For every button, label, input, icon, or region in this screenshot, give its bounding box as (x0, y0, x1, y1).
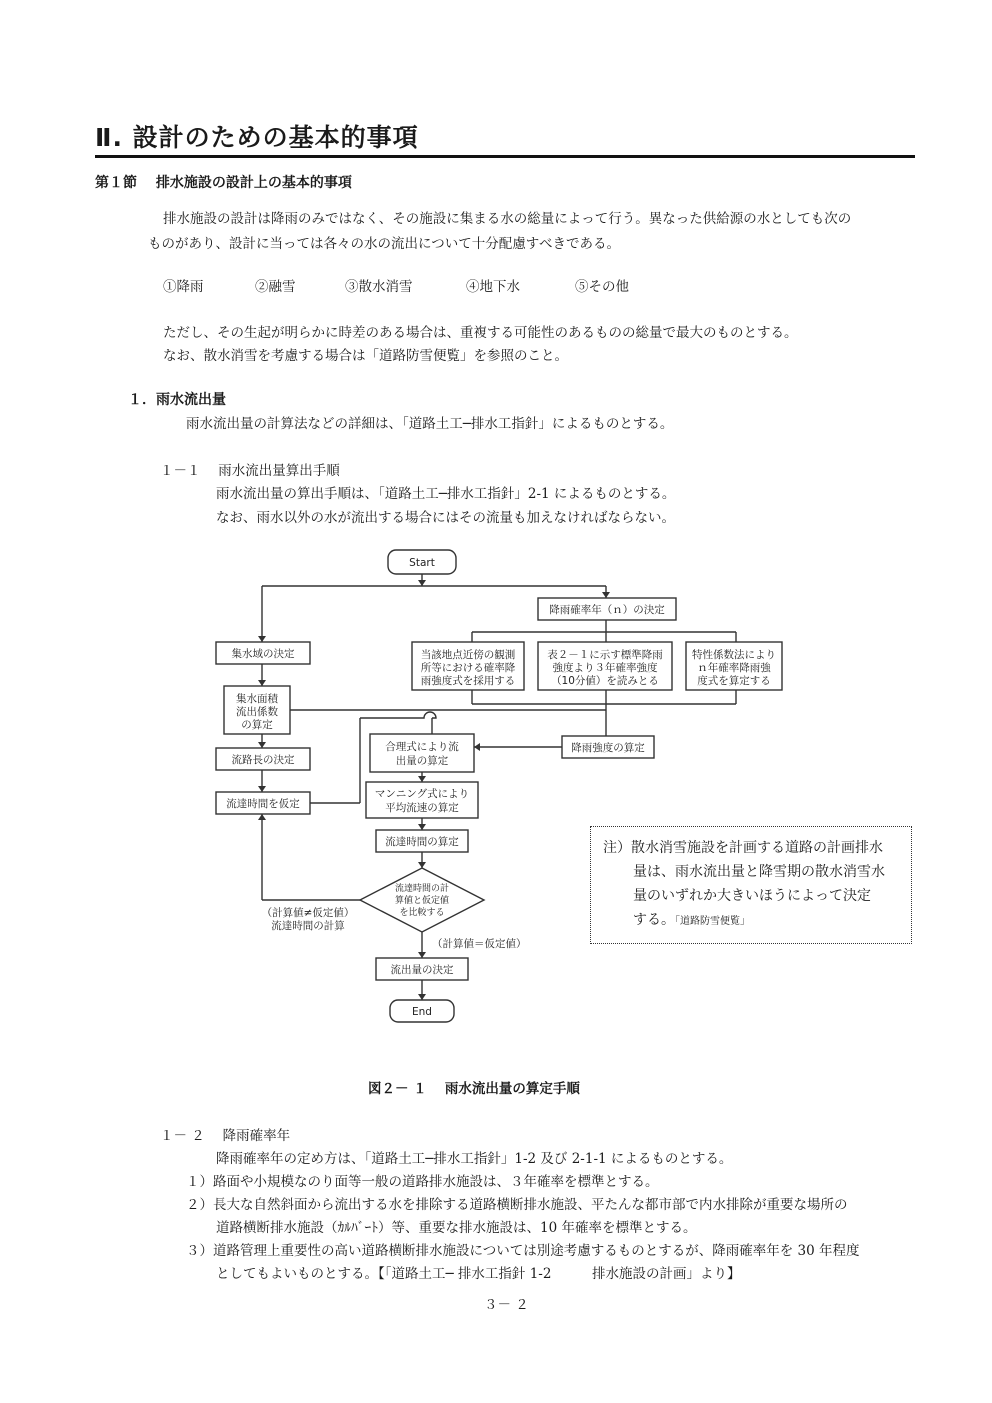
flow-compare-line: 算値と仮定値 (394, 896, 450, 906)
source-item: ③散水消雪 (345, 279, 413, 295)
subsection-text: 雨水流出量の計算法などの詳細は、「道路土工─排水工指針」によるものとする。 (186, 416, 674, 432)
remarks-line-2: なお、散水消雪を考慮する場合は「道路防雪便覧」を参照のこと。 (163, 348, 568, 364)
flow-area-line: の算定 (241, 719, 273, 731)
flow-option-b-line: 強度より３年確率強度 (552, 662, 658, 674)
list-item: １）路面や小規模なのり面等一般の道路排水施設は、３年確率を標準とする。 (186, 1174, 659, 1190)
flow-option-a-line: 当該地点近傍の観測 (420, 649, 516, 661)
page-title: Ⅱ. 設計のための基本的事項 (95, 123, 419, 152)
flow-option-c-line: ｎ年確率降雨強 (697, 662, 771, 674)
flow-catchment-label: 集水域の決定 (231, 648, 295, 660)
subsubsection-heading: １－１ 雨水流出量算出手順 (160, 463, 340, 479)
subsubsection-heading: １－ ２ 降雨確率年 (160, 1128, 291, 1144)
note-reference: 「道路防雪便覧」 (675, 916, 750, 927)
flow-option-b-line: 表２－１に示す標準降雨 (547, 649, 663, 661)
note-line: 量のいずれか大きいほうによって決定 (633, 888, 871, 904)
flow-intensity-label: 降雨強度の算定 (571, 742, 645, 754)
subsection-heading: １．雨水流出量 (128, 392, 226, 408)
subsubsection-intro: 降雨確率年の定め方は、「道路土工─排水工指針」1-2 及び 2-1-1 によるものとする。 (216, 1151, 733, 1167)
flow-loop-label: （計算値≠仮定値） (261, 907, 355, 919)
list-item-cont: 道路横断排水施設（ｶﾙﾊﾞｰﾄ）等、重要な排水施設は、10 年確率を標準とする。 (216, 1220, 697, 1236)
flow-area-line: 集水面積 (236, 693, 278, 705)
flowchart (200, 540, 800, 1040)
source-item: ⑤その他 (575, 279, 629, 295)
flow-rational-line: 合理式により流 (385, 741, 459, 753)
flow-manning-line: 平均流速の算定 (385, 802, 459, 814)
flow-assume-time-label: 流達時間を仮定 (226, 798, 300, 810)
flow-option-b-line: （10分値）を読みとる (551, 675, 659, 687)
list-item-cont: としてもよいものとする。【「道路土工─ 排水工指針 1-2 排水施設の計画」より】 (216, 1266, 741, 1282)
source-item: ④地下水 (466, 279, 520, 295)
list-item: ３）道路管理上重要性の高い道路横断排水施設については別途考慮するものとするが、降雨確率年を 30 年程度 (186, 1243, 860, 1259)
flow-option-a-line: 所等における確率降 (420, 662, 516, 674)
title-underline (95, 155, 915, 158)
note-box (590, 826, 912, 944)
flow-manning-line: マンニング式により (374, 788, 470, 800)
intro-line-1: 排水施設の設計は降雨のみではなく、その施設に集まる水の総量によって行う。異なった供給源の水としても次の (163, 211, 852, 227)
flow-area-line: 流出係数 (236, 706, 278, 718)
flow-start-label: Start (409, 557, 435, 569)
remarks-line-1: ただし、その生起が明らかに時差のある場合は、重複する可能性のあるものの総量で最大のものとする。 (163, 325, 798, 341)
subsubsection-line-2: なお、雨水以外の水が流出する場合にはその流量も加えなければならない。 (216, 510, 675, 526)
flow-outflow-label: 流出量の決定 (390, 964, 454, 976)
section-heading: 第１節 排水施設の設計上の基本的事項 (95, 175, 352, 191)
note-line: 注）散水消雪施設を計画する道路の計画排水 (603, 840, 883, 856)
flow-compare-line: を比較する (399, 908, 445, 918)
flow-option-a-line: 雨強度式を採用する (420, 675, 516, 687)
flow-rain-prob-label: 降雨確率年（ｎ）の決定 (549, 604, 665, 616)
list-item: ２）長大な自然斜面から流出する水を排除する道路横断排水施設、平たんな都市部で内水排除が重要な場所の (186, 1197, 848, 1213)
source-item: ②融雪 (255, 279, 296, 295)
flow-equal-label: （計算値＝仮定値） (432, 938, 527, 950)
flow-rational-line: 出量の算定 (395, 755, 449, 767)
source-item: ①降雨 (163, 279, 204, 295)
intro-line-2: ものがあり、設計に当っては各々の水の流出について十分配慮すべきである。 (148, 236, 620, 252)
flow-compare-line: 流達時間の計 (394, 884, 450, 894)
flow-end-label: End (412, 1006, 432, 1018)
subsubsection-line-1: 雨水流出量の算出手順は、「道路土工─排水工指針」2-1 によるものとする。 (216, 486, 676, 502)
flow-path-len-label: 流路長の決定 (231, 754, 295, 766)
note-line: する。 (633, 912, 675, 928)
figure-caption: 図２－ １ 雨水流出量の算定手順 (368, 1081, 580, 1097)
page-number: ３－ ２ (484, 1297, 529, 1313)
flow-calc-time-label: 流達時間の算定 (385, 836, 459, 848)
flow-option-c-line: 度式を算定する (697, 675, 771, 687)
note-line: 量は、雨水流出量と降雪期の散水消雪水 (633, 864, 885, 880)
flow-loop-label: 流達時間の計算 (271, 920, 345, 932)
flow-option-c-line: 特性係数法により (692, 649, 776, 661)
